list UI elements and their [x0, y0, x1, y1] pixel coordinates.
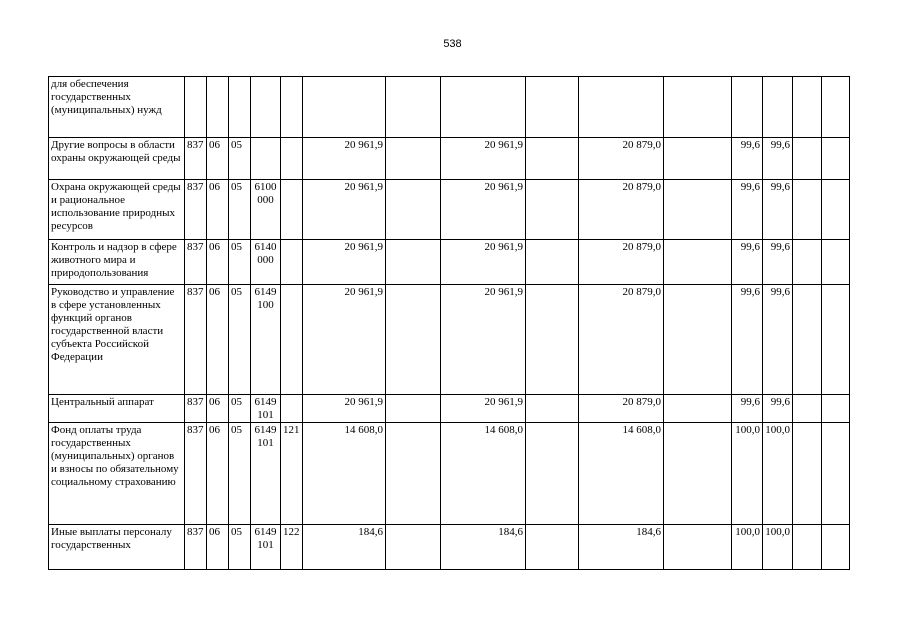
row-name-cell: Центральный аппарат — [49, 395, 185, 423]
ved-code-cell: 837 — [185, 138, 207, 180]
section-code-cell — [207, 77, 229, 138]
amount-approved-cell: 20 961,9 — [303, 240, 386, 285]
empty-cell — [793, 240, 822, 285]
subsection-code-cell — [229, 77, 251, 138]
target-article-cell — [251, 77, 281, 138]
amount-revised-cell: 20 961,9 — [441, 240, 526, 285]
empty-cell — [386, 395, 441, 423]
empty-cell — [386, 285, 441, 395]
empty-cell — [526, 395, 579, 423]
ved-code-cell: 837 — [185, 180, 207, 240]
section-code-cell: 06 — [207, 138, 229, 180]
section-code-cell: 06 — [207, 525, 229, 570]
percent-revised-cell: 99,6 — [763, 395, 793, 423]
section-code-cell: 06 — [207, 395, 229, 423]
amount-revised-cell: 20 961,9 — [441, 395, 526, 423]
expense-type-cell — [281, 77, 303, 138]
empty-cell — [526, 77, 579, 138]
amount-approved-cell: 20 961,9 — [303, 180, 386, 240]
table-row — [49, 395, 850, 423]
empty-cell — [793, 285, 822, 395]
empty-cell — [664, 285, 732, 395]
empty-cell — [793, 395, 822, 423]
empty-cell — [526, 285, 579, 395]
empty-cell — [664, 525, 732, 570]
ved-code-cell: 837 — [185, 240, 207, 285]
row-name-cell: Контроль и надзор в сфере животного мира и природопользования — [49, 240, 185, 285]
empty-cell — [664, 180, 732, 240]
row-name-cell: для обеспечения государственных (муниципальных) нужд — [49, 77, 185, 138]
empty-cell — [386, 77, 441, 138]
subsection-code-cell: 05 — [229, 423, 251, 525]
percent-approved-cell: 99,6 — [732, 395, 763, 423]
empty-cell — [386, 525, 441, 570]
empty-cell — [664, 423, 732, 525]
budget-table — [48, 76, 850, 570]
empty-cell — [822, 525, 850, 570]
empty-cell — [793, 180, 822, 240]
target-article-cell: 6100 000 — [251, 180, 281, 240]
amount-revised-cell: 20 961,9 — [441, 138, 526, 180]
table-row — [49, 240, 850, 285]
percent-approved-cell: 99,6 — [732, 138, 763, 180]
amount-revised-cell: 184,6 — [441, 525, 526, 570]
empty-cell — [526, 240, 579, 285]
empty-cell — [386, 423, 441, 525]
section-code-cell: 06 — [207, 180, 229, 240]
row-name-cell: Другие вопросы в области охраны окружающей среды — [49, 138, 185, 180]
table-row — [49, 138, 850, 180]
empty-cell — [386, 240, 441, 285]
amount-executed-cell: 20 879,0 — [579, 138, 664, 180]
subsection-code-cell: 05 — [229, 138, 251, 180]
target-article-cell: 6140 000 — [251, 240, 281, 285]
expense-type-cell: 122 — [281, 525, 303, 570]
expense-type-cell — [281, 285, 303, 395]
percent-revised-cell: 99,6 — [763, 180, 793, 240]
subsection-code-cell: 05 — [229, 285, 251, 395]
subsection-code-cell: 05 — [229, 240, 251, 285]
subsection-code-cell: 05 — [229, 395, 251, 423]
amount-approved-cell: 20 961,9 — [303, 138, 386, 180]
amount-approved-cell: 14 608,0 — [303, 423, 386, 525]
amount-executed-cell — [579, 77, 664, 138]
empty-cell — [793, 138, 822, 180]
row-name-cell: Иные выплаты персоналу государственных — [49, 525, 185, 570]
empty-cell — [386, 138, 441, 180]
percent-approved-cell: 99,6 — [732, 285, 763, 395]
percent-approved-cell — [732, 77, 763, 138]
empty-cell — [526, 423, 579, 525]
target-article-cell — [251, 138, 281, 180]
percent-revised-cell: 100,0 — [763, 423, 793, 525]
percent-approved-cell: 99,6 — [732, 240, 763, 285]
empty-cell — [664, 138, 732, 180]
percent-revised-cell: 99,6 — [763, 240, 793, 285]
empty-cell — [526, 180, 579, 240]
expense-type-cell — [281, 180, 303, 240]
empty-cell — [822, 77, 850, 138]
empty-cell — [664, 395, 732, 423]
row-name-cell: Фонд оплаты труда государственных (муниципальных) органов и взносы по обязательному социальному страхованию — [49, 423, 185, 525]
empty-cell — [822, 180, 850, 240]
ved-code-cell: 837 — [185, 285, 207, 395]
ved-code-cell: 837 — [185, 395, 207, 423]
amount-executed-cell: 20 879,0 — [579, 240, 664, 285]
amount-executed-cell: 20 879,0 — [579, 180, 664, 240]
table-row — [49, 423, 850, 525]
table-row — [49, 525, 850, 570]
empty-cell — [822, 285, 850, 395]
percent-approved-cell: 100,0 — [732, 423, 763, 525]
target-article-cell: 6149 100 — [251, 285, 281, 395]
section-code-cell: 06 — [207, 285, 229, 395]
empty-cell — [822, 423, 850, 525]
target-article-cell: 6149 101 — [251, 525, 281, 570]
target-article-cell: 6149 101 — [251, 395, 281, 423]
subsection-code-cell: 05 — [229, 525, 251, 570]
empty-cell — [793, 525, 822, 570]
percent-approved-cell: 99,6 — [732, 180, 763, 240]
empty-cell — [664, 77, 732, 138]
empty-cell — [793, 423, 822, 525]
percent-revised-cell: 99,6 — [763, 138, 793, 180]
empty-cell — [793, 77, 822, 138]
empty-cell — [822, 395, 850, 423]
amount-revised-cell: 20 961,9 — [441, 285, 526, 395]
empty-cell — [664, 240, 732, 285]
amount-approved-cell: 184,6 — [303, 525, 386, 570]
page-number: 538 — [443, 38, 462, 50]
empty-cell — [386, 180, 441, 240]
percent-approved-cell: 100,0 — [732, 525, 763, 570]
table-row — [49, 180, 850, 240]
section-code-cell: 06 — [207, 240, 229, 285]
amount-executed-cell: 20 879,0 — [579, 285, 664, 395]
amount-executed-cell: 20 879,0 — [579, 395, 664, 423]
empty-cell — [526, 138, 579, 180]
amount-revised-cell — [441, 77, 526, 138]
amount-approved-cell: 20 961,9 — [303, 395, 386, 423]
amount-revised-cell: 20 961,9 — [441, 180, 526, 240]
empty-cell — [526, 525, 579, 570]
ved-code-cell: 837 — [185, 423, 207, 525]
empty-cell — [822, 138, 850, 180]
table-row — [49, 77, 850, 138]
percent-revised-cell: 99,6 — [763, 285, 793, 395]
target-article-cell: 6149 101 — [251, 423, 281, 525]
ved-code-cell — [185, 77, 207, 138]
empty-cell — [822, 240, 850, 285]
amount-approved-cell — [303, 77, 386, 138]
percent-revised-cell — [763, 77, 793, 138]
expense-type-cell — [281, 138, 303, 180]
row-name-cell: Охрана окружающей среды и рациональное использование природных ресурсов — [49, 180, 185, 240]
table-row — [49, 285, 850, 395]
expense-type-cell: 121 — [281, 423, 303, 525]
section-code-cell: 06 — [207, 423, 229, 525]
expense-type-cell — [281, 240, 303, 285]
ved-code-cell: 837 — [185, 525, 207, 570]
row-name-cell: Руководство и управление в сфере установленных функций органов государственной власти субъекта Российской Федерации — [49, 285, 185, 395]
subsection-code-cell: 05 — [229, 180, 251, 240]
amount-executed-cell: 14 608,0 — [579, 423, 664, 525]
percent-revised-cell: 100,0 — [763, 525, 793, 570]
amount-revised-cell: 14 608,0 — [441, 423, 526, 525]
expense-type-cell — [281, 395, 303, 423]
amount-executed-cell: 184,6 — [579, 525, 664, 570]
amount-approved-cell: 20 961,9 — [303, 285, 386, 395]
